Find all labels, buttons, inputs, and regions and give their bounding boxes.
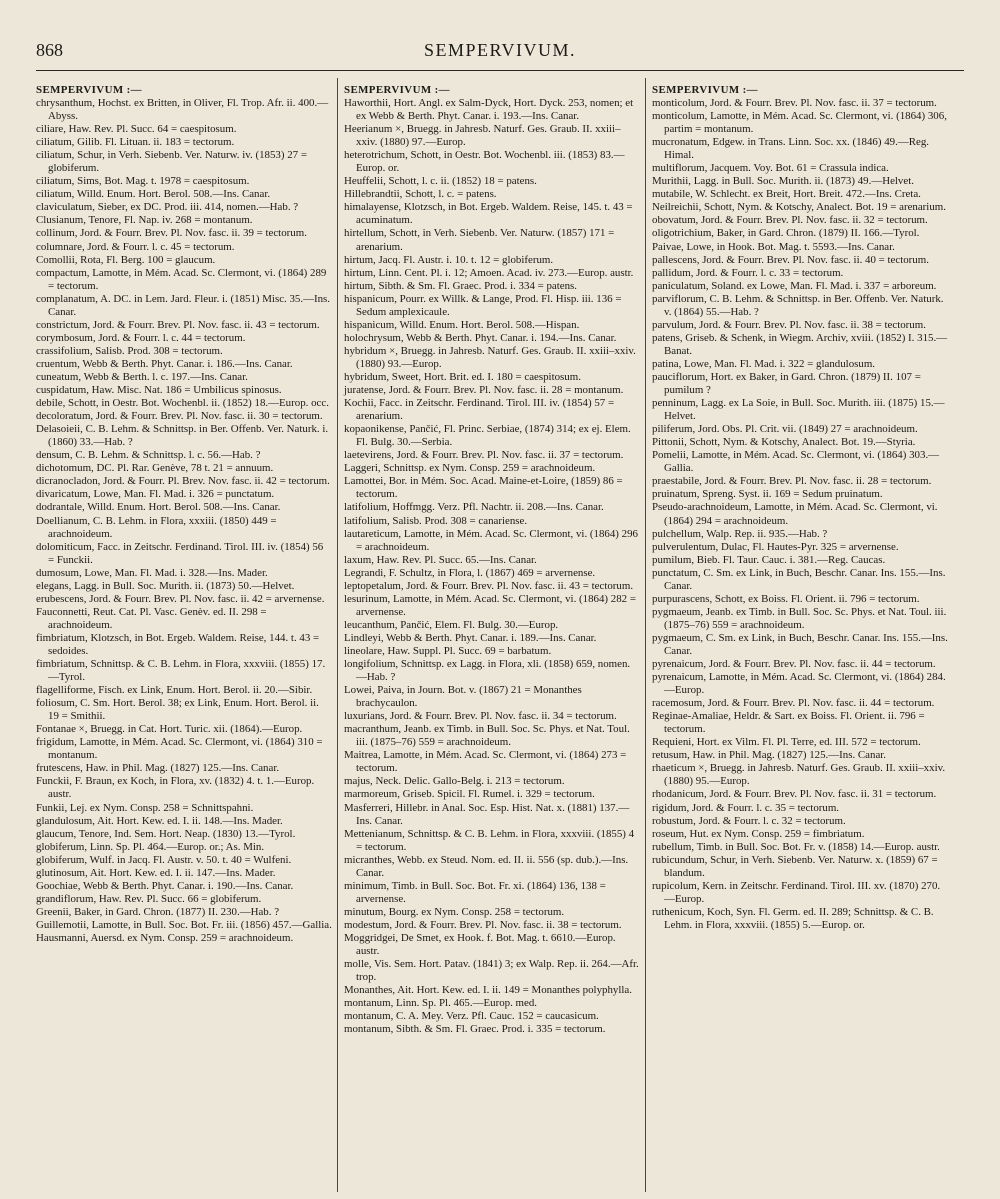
header-rule (36, 70, 964, 71)
index-entry: columnare, Jord. & Fourr. l. c. 45 = tectorum. (36, 240, 235, 253)
index-entry: hirtum, Linn. Cent. Pl. i. 12; Amoen. Acad. iv. 273.—Europ. austr. (344, 266, 634, 279)
index-entry: monticolum, Lamotte, in Mém. Acad. Sc. Clermont, vi. (1864) 306, partim = montanum. (652, 110, 947, 136)
index-entry: Legrandi, F. Schultz, in Flora, l. (1867) 469 = arvernense. (344, 566, 596, 579)
index-entry: dicranocladon, Jord. & Fourr. Pl. Brev. Nov. fasc. ii. 42 = tectorum. (36, 475, 330, 488)
column-divider (337, 78, 338, 1192)
index-entry: pygmaeum, Jeanb. ex Timb. in Bull. Soc. Sc. Phys. et Nat. Toul. iii. (1875–76) 559 = arachnoideum. (652, 605, 947, 631)
index-entry: mucronatum, Edgew. in Trans. Linn. Soc. xx. (1846) 49.—Reg. Himal. (652, 136, 929, 162)
index-entry: rubellum, Timb. in Bull. Soc. Bot. Fr. v. (1858) 14.—Europ. austr. (652, 840, 940, 853)
index-entry: Lindleyi, Webb & Berth. Phyt. Canar. i. 189.—Ins. Canar. (344, 631, 597, 644)
index-entry: parviflorum, C. B. Lehm. & Schnittsp. in Ber. Offenb. Ver. Naturk. v. (1864) 55.—Hab. ? (652, 292, 944, 318)
index-entry: leucanthum, Pančić, Elem. Fl. Bulg. 30.—Europ. (344, 618, 559, 631)
index-entry: elegans, Lagg. in Bull. Soc. Murith. ii. (1873) 50.—Helvet. (36, 579, 295, 592)
index-entry: flagelliforme, Fisch. ex Link, Enum. Hort. Berol. ii. 20.—Sibir. (36, 684, 313, 697)
index-entry: ciliare, Haw. Rev. Pl. Succ. 64 = caespitosum. (36, 123, 237, 136)
index-entry: marmoreum, Griseb. Spicil. Fl. Rumel. i. 329 = tectorum. (344, 788, 595, 801)
index-entry: modestum, Jord. & Fourr. Brev. Pl. Nov. fasc. ii. 38 = tectorum. (344, 918, 622, 931)
index-entry: montanum, C. A. Mey. Verz. Pfl. Cauc. 152 = caucasicum. (344, 1010, 599, 1023)
index-column-3 (652, 84, 948, 932)
index-entry: Lowei, Paiva, in Journ. Bot. v. (1867) 21 = Monanthes brachycaulon. (344, 684, 582, 710)
index-entry: crassifolium, Salisb. Prod. 308 = tectorum. (36, 344, 223, 357)
index-entry: Murithii, Lagg. in Bull. Soc. Murith. ii. (1873) 49.—Helvet. (652, 175, 914, 188)
index-entry: penninum, Lagg. ex La Soie, in Bull. Soc. Murith. iii. (1875) 15.—Helvet. (652, 397, 945, 423)
index-entry: constrictum, Jord. & Fourr. Brev. Pl. Nov. fasc. ii. 43 = tectorum. (36, 318, 320, 331)
index-entry: Maitrea, Lamotte, in Mém. Acad. Sc. Clermont, vi. (1864) 273 = tectorum. (344, 749, 627, 775)
index-entry: Funckii, F. Braun, ex Koch, in Flora, xv. (1832) 4. t. 1.—Europ. austr. (36, 775, 315, 801)
index-entry: monticolum, Jord. & Fourr. Brev. Pl. Nov. fasc. ii. 37 = tectorum. (652, 97, 937, 109)
index-entry: latifolium, Salisb. Prod. 308 = canariense. (344, 514, 528, 527)
index-entry: complanatum, A. DC. in Lem. Jard. Fleur. i. (1851) Misc. 35.—Ins. Canar. (36, 292, 331, 318)
index-entry: divaricatum, Lowe, Man. Fl. Mad. i. 326 = punctatum. (36, 488, 275, 501)
index-entry: frutescens, Haw. in Phil. Mag. (1827) 125.—Ins. Canar. (36, 762, 280, 775)
index-entry: collinum, Jord. & Fourr. Brev. Pl. Nov. fasc. ii. 39 = tectorum. (36, 227, 307, 240)
index-entry: pruinatum, Spreng. Syst. ii. 169 = Sedum pruinatum. (652, 488, 883, 501)
index-entry: molle, Vis. Sem. Hort. Patav. (1841) 3; ex Walp. Rep. ii. 264.—Afr. trop. (344, 958, 639, 984)
index-entry: Requieni, Hort. ex Vilm. Fl. Pl. Terre, ed. III. 572 = tectorum. (652, 736, 921, 749)
index-entry: Delasoieii, C. B. Lehm. & Schnittsp. in Ber. Offenb. Ver. Naturk. i. (1860) 33.—Hab. ? (36, 423, 329, 449)
index-entry: macranthum, Jeanb. ex Timb. in Bull. Soc. Sc. Phys. et Nat. Toul. iii. (1875–76) 559 = arachnoideum. (344, 723, 630, 749)
index-entry: leptopetalum, Jord. & Fourr. Brev. Pl. Nov. fasc. ii. 43 = tectorum. (344, 579, 634, 592)
index-entry: kopaonikense, Pančić, Fl. Princ. Serbiae, (1874) 314; ex ej. Elem. Fl. Bulg. 30.—Serbia. (344, 423, 631, 449)
index-entry: Monanthes, Ait. Hort. Kew. ed. I. ii. 149 = Monanthes polyphylla. (344, 984, 632, 997)
index-entry: Pomelii, Lamotte, in Mém. Acad. Sc. Clermont, vi. (1864) 303.—Gallia. (652, 449, 940, 475)
index-entry: purpurascens, Schott, ex Boiss. Fl. Orient. ii. 796 = tectorum. (652, 592, 920, 605)
index-entry: majus, Neck. Delic. Gallo-Belg. i. 213 = tectorum. (344, 775, 565, 788)
index-entry: obovatum, Jord. & Fourr. Brev. Pl. Nov. fasc. ii. 32 = tectorum. (652, 214, 928, 227)
index-entry: Guillemotii, Lamotte, in Bull. Soc. Bot. Fr. iii. (1856) 457.—Gallia. (36, 918, 332, 931)
index-entry: cuneatum, Webb & Berth. l. c. 197.—Ins. Canar. (36, 370, 248, 383)
index-entry: patina, Lowe, Man. Fl. Mad. i. 322 = glandulosum. (652, 357, 876, 370)
index-entry: hybridum ×, Bruegg. in Jahresb. Naturf. Ges. Graub. II. xxiii–xxiv. (1880) 93.—Europ. (344, 344, 636, 370)
index-entry: grandiflorum, Haw. Rev. Pl. Succ. 66 = globiferum. (36, 892, 262, 905)
index-entry: montanum, Sibth. & Sm. Fl. Graec. Prod. i. 335 = tectorum. (344, 1023, 606, 1036)
index-entry: frigidum, Lamotte, in Mém. Acad. Sc. Clermont, vi. (1864) 310 = montanum. (36, 736, 323, 762)
index-entry: Neilreichii, Schott, Nym. & Kotschy, Analect. Bot. 19 = arenarium. (652, 201, 946, 214)
index-entry: globiferum, Wulf. in Jacq. Fl. Austr. v. 50. t. 40 = Wulfeni. (36, 853, 292, 866)
index-column-1 (36, 84, 332, 945)
index-entry: dumosum, Lowe, Man. Fl. Mad. i. 328.—Ins. Mader. (36, 566, 268, 579)
index-entry: lautareticum, Lamotte, in Mém. Acad. Sc. Clermont, vi. (1864) 296 = arachnoideum. (344, 527, 638, 553)
index-entry: hirtellum, Schott, in Verh. Siebenb. Ver. Naturw. (1857) 171 = arenarium. (344, 227, 615, 253)
index-entry: montanum, Linn. Sp. Pl. 465.—Europ. med. (344, 997, 538, 1010)
index-entry: ciliatum, Willd. Enum. Hort. Berol. 508.—Ins. Canar. (36, 188, 271, 201)
index-entry: rubicundum, Schur, in Verh. Siebenb. Ver. Naturw. x. (1859) 67 = blandum. (652, 853, 938, 879)
index-entry: Clusianum, Tenore, Fl. Nap. iv. 268 = montanum. (36, 214, 253, 227)
index-entry: globiferum, Linn. Sp. Pl. 464.—Europ. or.; As. Min. (36, 840, 265, 853)
index-entry: hirtum, Sibth. & Sm. Fl. Graec. Prod. i. 334 = patens. (344, 279, 578, 292)
page-number: 868 (36, 40, 63, 60)
index-entry: Doellianum, C. B. Lehm. in Flora, xxxiii. (1850) 449 = arachnoideum. (36, 514, 277, 540)
index-entry: Moggridgei, De Smet, ex Hook. f. Bot. Mag. t. 6610.—Europ. austr. (344, 932, 616, 958)
index-entry: Fontanae ×, Bruegg. in Cat. Hort. Turic. xii. (1864).—Europ. (36, 723, 303, 736)
index-entry: Kochii, Facc. in Zeitschr. Ferdinand. Tirol. III. iv. (1854) 57 = arenarium. (344, 397, 615, 423)
index-entry: punctatum, C. Sm. ex Link, in Buch, Beschr. Canar. Ins. 155.—Ins. Canar. (652, 566, 946, 592)
index-entry: Comollii, Rota, Fl. Berg. 100 = glaucum. (36, 253, 216, 266)
index-entry: glaucum, Tenore, Ind. Sem. Hort. Neap. (1830) 13.—Tyrol. (36, 827, 296, 840)
index-entry: Heerianum ×, Bruegg. in Jahresb. Naturf. Ges. Graub. II. xxiii–xxiv. (1880) 97.—Europ. (344, 123, 621, 149)
index-entry: Hausmanni, Auersd. ex Nym. Consp. 259 = arachnoideum. (36, 932, 294, 944)
index-entry: Fauconnetti, Reut. Cat. Pl. Vasc. Genèv. ed. II. 298 = arachnoideum. (36, 605, 267, 631)
index-entry: parvulum, Jord. & Fourr. Brev. Pl. Nov. fasc. ii. 38 = tectorum. (652, 318, 926, 331)
index-entry: pyrenaicum, Lamotte, in Mém. Acad. Sc. Clermont, vi. (1864) 284.—Europ. (652, 671, 946, 697)
index-entry: Funkii, Lej. ex Nym. Consp. 258 = Schnittspahni. (36, 801, 254, 814)
index-entry: glutinosum, Ait. Hort. Kew. ed. I. ii. 147.—Ins. Mader. (36, 866, 276, 879)
index-entry: patens, Griseb. & Schenk, in Wiegm. Archiv, xviii. (1852) I. 315.—Banat. (652, 331, 948, 357)
column-divider (645, 78, 646, 1192)
index-entry: micranthes, Webb. ex Steud. Nom. ed. II. ii. 556 (sp. dub.).—Ins. Canar. (344, 853, 629, 879)
index-entry: retusum, Haw. in Phil. Mag. (1827) 125.—Ins. Canar. (652, 749, 887, 762)
index-entry: hispanicum, Willd. Enum. Hort. Berol. 508.—Hispan. (344, 318, 580, 331)
index-entry: multiflorum, Jacquem. Voy. Bot. 61 = Crassula indica. (652, 162, 889, 175)
genus-heading: SEMPERVIVUM :— (344, 84, 450, 96)
index-entry: ciliatum, Sims, Bot. Mag. t. 1978 = caespitosum. (36, 175, 250, 188)
index-entry: oligotrichium, Baker, in Gard. Chron. (1879) II. 166.—Tyrol. (652, 227, 920, 240)
index-entry: erubescens, Jord. & Fourr. Brev. Pl. Nov. fasc. ii. 42 = arvernense. (36, 592, 325, 605)
index-entry: praestabile, Jord. & Fourr. Brev. Pl. Nov. fasc. ii. 28 = tectorum. (652, 475, 932, 488)
index-entry: hispanicum, Pourr. ex Willk. & Lange, Prod. Fl. Hisp. iii. 136 = Sedum amplexicaule. (344, 292, 622, 318)
index-entry: dodrantale, Willd. Enum. Hort. Berol. 508.—Ins. Canar. (36, 501, 281, 514)
index-entry: piliferum, Jord. Obs. Pl. Crit. vii. (1849) 27 = arachnoideum. (652, 423, 918, 436)
index-entry: robustum, Jord. & Fourr. l. c. 32 = tectorum. (652, 814, 846, 827)
index-entry: lineolare, Haw. Suppl. Pl. Succ. 69 = barbatum. (344, 644, 552, 657)
genus-heading: SEMPERVIVUM :— (652, 84, 758, 96)
index-entry: hybridum, Sweet, Hort. Brit. ed. I. 180 = caespitosum. (344, 370, 581, 383)
index-entry: rupicolum, Kern. in Zeitschr. Ferdinand. Tirol. III. xv. (1870) 270.—Europ. (652, 879, 941, 905)
index-entry: himalayense, Klotzsch, in Bot. Ergeb. Waldem. Reise, 145. t. 43 = acuminatum. (344, 201, 633, 227)
index-entry: pauciflorum, Hort. ex Baker, in Gard. Chron. (1879) II. 107 = pumilum ? (652, 370, 921, 397)
index-entry: rigidum, Jord. & Fourr. l. c. 35 = tectorum. (652, 801, 840, 814)
index-entry: ciliatum, Schur, in Verh. Siebenb. Ver. Naturw. iv. (1853) 27 = globiferum. (36, 149, 307, 175)
index-entry: dolomiticum, Facc. in Zeitschr. Ferdinand. Tirol. III. iv. (1854) 56 = Funckii. (36, 540, 324, 566)
index-entry: Haworthii, Hort. Angl. ex Salm-Dyck, Hort. Dyck. 253, nomen; et ex Webb & Berth. Phyt. Canar. i. 193.—Ins. Canar. (344, 97, 634, 123)
index-entry: pyrenaicum, Jord. & Fourr. Brev. Pl. Nov. fasc. ii. 44 = tectorum. (652, 658, 936, 671)
index-entry: minimum, Timb. in Bull. Soc. Bot. Fr. xi. (1864) 136, 138 = arvernense. (344, 879, 606, 905)
index-entry: rhaeticum ×, Bruegg. in Jahresb. Naturf. Ges. Graub. II. xxiii–xxiv. (1880) 95.—Europ. (652, 762, 946, 788)
index-entry: Laggeri, Schnittsp. ex Nym. Consp. 259 = arachnoideum. (344, 462, 596, 475)
index-entry: Reginae-Amaliae, Heldr. & Sart. ex Boiss. Fl. Orient. ii. 796 = tectorum. (652, 710, 925, 736)
index-entry: Mettenianum, Schnittsp. & C. B. Lehm. in Flora, xxxviii. (1855) 4 = tectorum. (344, 827, 635, 853)
index-entry: pulverulentum, Dulac, Fl. Hautes-Pyr. 325 = arvernense. (652, 540, 899, 553)
index-entry: ruthenicum, Koch, Syn. Fl. Germ. ed. II. 289; Schnittsp. & C. B. Lehm. in Flora, xxxviii. (1855) 5.—Europ. or. (652, 905, 934, 931)
index-entry: pallescens, Jord. & Fourr. Brev. Pl. Nov. fasc. ii. 40 = tectorum. (652, 253, 929, 266)
index-entry: hirtum, Jacq. Fl. Austr. i. 10. t. 12 = globiferum. (344, 253, 554, 266)
index-entry: pygmaeum, C. Sm. ex Link, in Buch, Beschr. Canar. Ins. 155.—Ins. Canar. (652, 631, 948, 657)
index-entry: lesurinum, Lamotte, in Mém. Acad. Sc. Clermont, vi. (1864) 282 = arvernense. (344, 592, 636, 618)
index-entry: Hillebrandtii, Schott, l. c. = patens. (344, 188, 497, 201)
index-entry: compactum, Lamotte, in Mém. Acad. Sc. Clermont, vi. (1864) 289 = tectorum. (36, 266, 327, 292)
index-entry: Heuffelii, Schott, l. c. ii. (1852) 18 = patens. (344, 175, 537, 188)
index-entry: paniculatum, Soland. ex Lowe, Man. Fl. Mad. i. 337 = arboreum. (652, 279, 937, 292)
index-entry: Goochiae, Webb & Berth. Phyt. Canar. i. 190.—Ins. Canar. (36, 879, 294, 892)
index-entry: longifolium, Schnittsp. ex Lagg. in Flora, xli. (1858) 659, nomen.—Hab. ? (344, 658, 631, 684)
index-entry: fimbriatum, Klotzsch, in Bot. Ergeb. Waldem. Reise, 144. t. 43 = sedoides. (36, 631, 320, 657)
index-entry: rhodanicum, Jord. & Fourr. Brev. Pl. Nov. fasc. ii. 31 = tectorum. (652, 788, 937, 801)
index-entry: Pseudo-arachnoideum, Lamotte, in Mém. Acad. Sc. Clermont, vi. (1864) 294 = arachnoideum. (652, 501, 938, 527)
index-entry: juratense, Jord. & Fourr. Brev. Pl. Nov. fasc. ii. 28 = montanum. (344, 384, 624, 397)
index-entry: dichotomum, DC. Pl. Rar. Genève, 78 t. 21 = annuum. (36, 462, 274, 475)
index-entry: roseum, Hut. ex Nym. Consp. 259 = fimbriatum. (652, 827, 865, 840)
index-entry: Pittonii, Schott, Nym. & Kotschy, Analect. Bot. 19.—Styria. (652, 436, 916, 449)
index-entry: holochrysum, Webb & Berth. Phyt. Canar. i. 194.—Ins. Canar. (344, 331, 617, 344)
genus-heading: SEMPERVIVUM :— (36, 84, 142, 96)
index-entry: pallidum, Jord. & Fourr. l. c. 33 = tectorum. (652, 266, 844, 279)
index-entry: laetevirens, Jord. & Fourr. Brev. Pl. Nov. fasc. ii. 37 = tectorum. (344, 449, 624, 462)
index-column-2 (344, 84, 640, 1036)
index-entry: ciliatum, Gilib. Fl. Lituan. ii. 183 = tectorum. (36, 136, 235, 149)
index-entry: Lamottei, Bor. in Mém. Soc. Acad. Maine-et-Loire, (1859) 86 = tectorum. (344, 475, 623, 501)
index-entry: fimbriatum, Schnittsp. & C. B. Lehm. in Flora, xxxviii. (1855) 17.—Tyrol. (36, 658, 326, 684)
index-entry: Paivae, Lowe, in Hook. Bot. Mag. t. 5593.—Ins. Canar. (652, 240, 895, 253)
index-entry: cruentum, Webb & Berth. Phyt. Canar. i. 186.—Ins. Canar. (36, 357, 293, 370)
index-entry: Masferreri, Hillebr. in Anal. Soc. Esp. Hist. Nat. x. (1881) 137.—Ins. Canar. (344, 801, 630, 827)
index-entry: chrysanthum, Hochst. ex Britten, in Oliver, Fl. Trop. Afr. ii. 400.—Abyss. (36, 97, 329, 123)
index-entry: glandulosum, Ait. Hort. Kew. ed. I. ii. 148.—Ins. Mader. (36, 814, 283, 827)
index-entry: latifolium, Hoffmgg. Verz. Pfl. Nachtr. ii. 208.—Ins. Canar. (344, 501, 604, 514)
index-entry: foliosum, C. Sm. Hort. Berol. 38; ex Link, Enum. Hort. Berol. ii. 19 = Smithii. (36, 697, 319, 723)
index-entry: luxurians, Jord. & Fourr. Brev. Pl. Nov. fasc. ii. 34 = tectorum. (344, 710, 617, 723)
index-entry: Greenii, Baker, in Gard. Chron. (1877) II. 230.—Hab. ? (36, 905, 280, 918)
index-entry: racemosum, Jord. & Fourr. Brev. Pl. Nov. fasc. ii. 44 = tectorum. (652, 697, 935, 710)
index-entry: heterotrichum, Schott, in Oestr. Bot. Wochenbl. iii. (1853) 83.—Europ. or. (344, 149, 625, 175)
index-entry: cuspidatum, Haw. Misc. Nat. 186 = Umbilicus spinosus. (36, 384, 282, 397)
index-entry: pulchellum, Walp. Rep. ii. 935.—Hab. ? (652, 527, 828, 540)
index-entry: corymbosum, Jord. & Fourr. l. c. 44 = tectorum. (36, 331, 246, 344)
index-entry: minutum, Bourg. ex Nym. Consp. 258 = tectorum. (344, 905, 565, 918)
index-entry: densum, C. B. Lehm. & Schnittsp. l. c. 56.—Hab. ? (36, 449, 261, 462)
index-entry: claviculatum, Sieber, ex DC. Prod. iii. 414, nomen.—Hab. ? (36, 201, 299, 214)
running-title: SEMPERVIVUM. (423, 40, 577, 60)
index-entry: laxum, Haw. Rev. Pl. Succ. 65.—Ins. Canar. (344, 553, 537, 566)
index-entry: debile, Schott, in Oestr. Bot. Wochenbl. ii. (1852) 18.—Europ. occ. (36, 397, 329, 410)
index-entry: decoloratum, Jord. & Fourr. Brev. Pl. Nov. fasc. ii. 30 = tectorum. (36, 410, 323, 423)
index-entry: pumilum, Bieb. Fl. Taur. Cauc. i. 381.—Reg. Caucas. (652, 553, 886, 566)
index-entry: mutabile, W. Schlecht. ex Breit, Hort. Breit. 472.—Ins. Creta. (652, 188, 921, 201)
